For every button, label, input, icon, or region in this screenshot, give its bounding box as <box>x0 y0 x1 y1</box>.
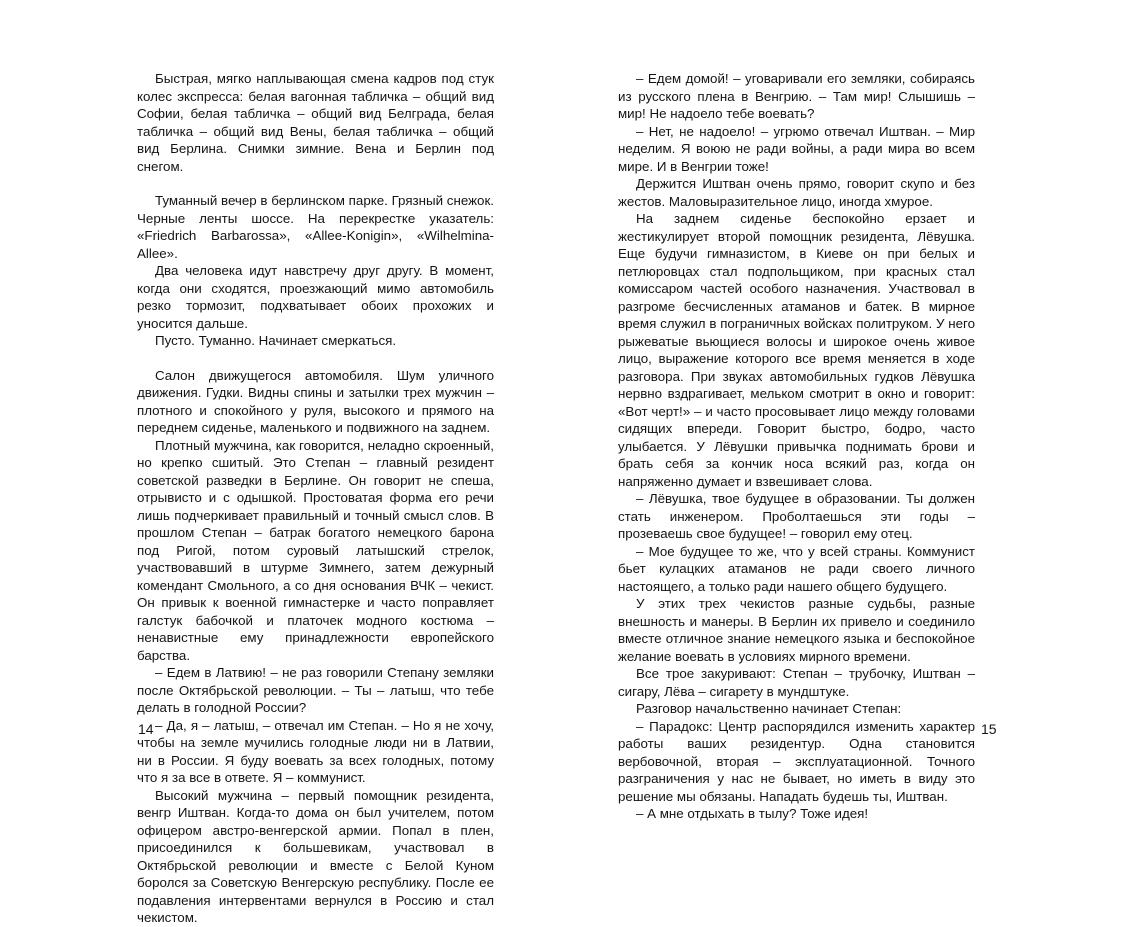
paragraph: Все трое закуривают: Степан – трубочку, Иштван – сигару, Лёва – сигарету в мундштуке. <box>618 666 975 699</box>
paragraph: Держится Иштван очень прямо, говорит скупо и без жестов. Маловыразительное лицо, иногда хмурое. <box>618 176 975 209</box>
right-page-text <box>618 70 975 823</box>
paragraph: Два человека идут навстречу друг другу. В момент, когда они сходятся, проезжающий мимо автомобиль резко тормозит, подхватывает обоих прохожих и уносится дальше. <box>137 263 494 331</box>
left-page-text <box>137 70 494 927</box>
paragraph: Быстрая, мягко наплывающая смена кадров под стук колес экспресса: белая вагонная табличка – общий вид Софии, белая табличка – общий вид Белграда, белая табличка – общий вид Вены, белая табличка – общий вид Берлина. Снимки зимние. Вена и Берлин под снегом. <box>137 71 494 174</box>
page-number-left: 14 <box>138 721 154 737</box>
paragraph: Плотный мужчина, как говорится, неладно скроенный, но крепко сшитый. Это Степан – главный резидент советской разведки в Берлине. Он говорит не спеша, отрывисто и с одышкой. Простоватая форма его речи лишь подчеркивает правильный и точный смысл слов. В прошлом Степан – батрак богатого немецкого барона под Ригой, потом суровый латышский стрелок, участвовавший в штурме Зимнего, затем дежурный комендант Смольного, а со дня основания ВЧК – чекист. Он привык к военной гимнастерке и часто поправляет галстук бабочкой и платочек модного костюма – ненавистные ему принадлежности европейского барства. <box>137 437 494 663</box>
page-number-right: 15 <box>981 721 997 737</box>
paragraph: – Лёвушка, твое будущее в образовании. Ты должен стать инженером. Проболтаешься эти годы – прозеваешь свое будущее! – говорил ему отец. <box>618 491 975 541</box>
paragraph: Салон движущегося автомобиля. Шум уличного движения. Гудки. Видны спины и затылки трех мужчин – плотного и спокойного у руля, высокого и прямого на переднем сиденье, маленького и подвижного на заднем. <box>137 367 494 435</box>
paragraph: Высокий мужчина – первый помощник резидента, венгр Иштван. Когда-то дома он был учителем, потом офицером австро-венгерской армии. Попал в плен, присоединился к большевикам, участвовал в Октябрьской революции и вместе с Белой Куном боролся за Советскую Венгерскую республику. После ее подавления интервентами вернулся в Россию и стал чекистом. <box>137 787 494 925</box>
paragraph: Разговор начальственно начинает Степан: <box>636 701 902 716</box>
paragraph: Туманный вечер в берлинском парке. Грязный снежок. Черные ленты шоссе. На перекрестке указатель: «Friedrich Barbarossa», «Allee-Konigin», «Wilhelmina-Allee». <box>137 193 494 261</box>
section-gap <box>137 350 494 367</box>
paragraph: На заднем сиденье беспокойно ерзает и жестикулирует второй помощник резидента, Лёвушка. Еще будучи гимназистом, в Киеве он при белых и петлюровцах стал подпольщиком, при красных стал комиссаром частей особого назначения. Участвовал в разгроме бесчисленных атаманов и батек. В мирное время служил в пограничных войсках политруком. У него рыжеватые вьющиеся волосы и широкое очень живое лицо, выражение которого все время меняется в ходе разговора. При звуках автомобильных гудков Лёвушка нервно вздрагивает, мельком смотрит в окно и говорит: «Вот черт!» – и часто просовывает лицо между головами сидящих впереди. Говорит быстро, бодро, часто улыбается. У Лёвушки привычка поднимать брови и брать себя за кончик носа всякий раз, когда он напряженно думает и взвешивает слова. <box>618 211 975 489</box>
paragraph: – Едем в Латвию! – не раз говорили Степану земляки после Октябрьской революции. – Ты – латыш, что тебе делать в голодной России? <box>137 665 494 715</box>
paragraph: – А мне отдыхать в тылу? Тоже идея! <box>636 806 869 821</box>
paragraph: – Едем домой! – уговаривали его земляки, собираясь из русского плена в Венгрию. – Там мир! Слышишь – мир! Не надоело тебе воевать? <box>618 71 975 121</box>
paragraph: – Мое будущее то же, что у всей страны. Коммунист бьет кулацких атаманов не ради своего личного настоящего, а только ради нашего общего будущего. <box>618 543 975 594</box>
paragraph: Пусто. Туманно. Начинает смеркаться. <box>155 333 397 348</box>
paragraph: У этих трех чекистов разные судьбы, разные внешность и манеры. В Берлин их привело и соединило вместе отличное знание немецкого языка и беспокойное желание воевать в условиях мирного времени. <box>618 596 975 664</box>
paragraph: – Парадокс: Центр распорядился изменить характер работы ваших резидентур. Одна становится вербовочной, вторая – эксплуатационной. Точного разграничения у нас не бывает, но иметь в виду это решение мы обязаны. Нападать будешь ты, Иштван. <box>618 718 975 804</box>
paragraph: – Нет, не надоело! – угрюмо отвечал Иштван. – Мир неделим. Я воюю не ради войны, а ради мира во всем мире. И в Венгрии тоже! <box>618 123 975 174</box>
paragraph: – Да, я – латыш, – отвечал им Степан. – Но я не хочу, чтобы на земле мучились голодные люди ни в Латвии, ни в России. Я буду воевать за всех голодных, потому что я за все в ответе. Я – коммунист. <box>137 717 494 785</box>
section-gap <box>137 175 494 192</box>
